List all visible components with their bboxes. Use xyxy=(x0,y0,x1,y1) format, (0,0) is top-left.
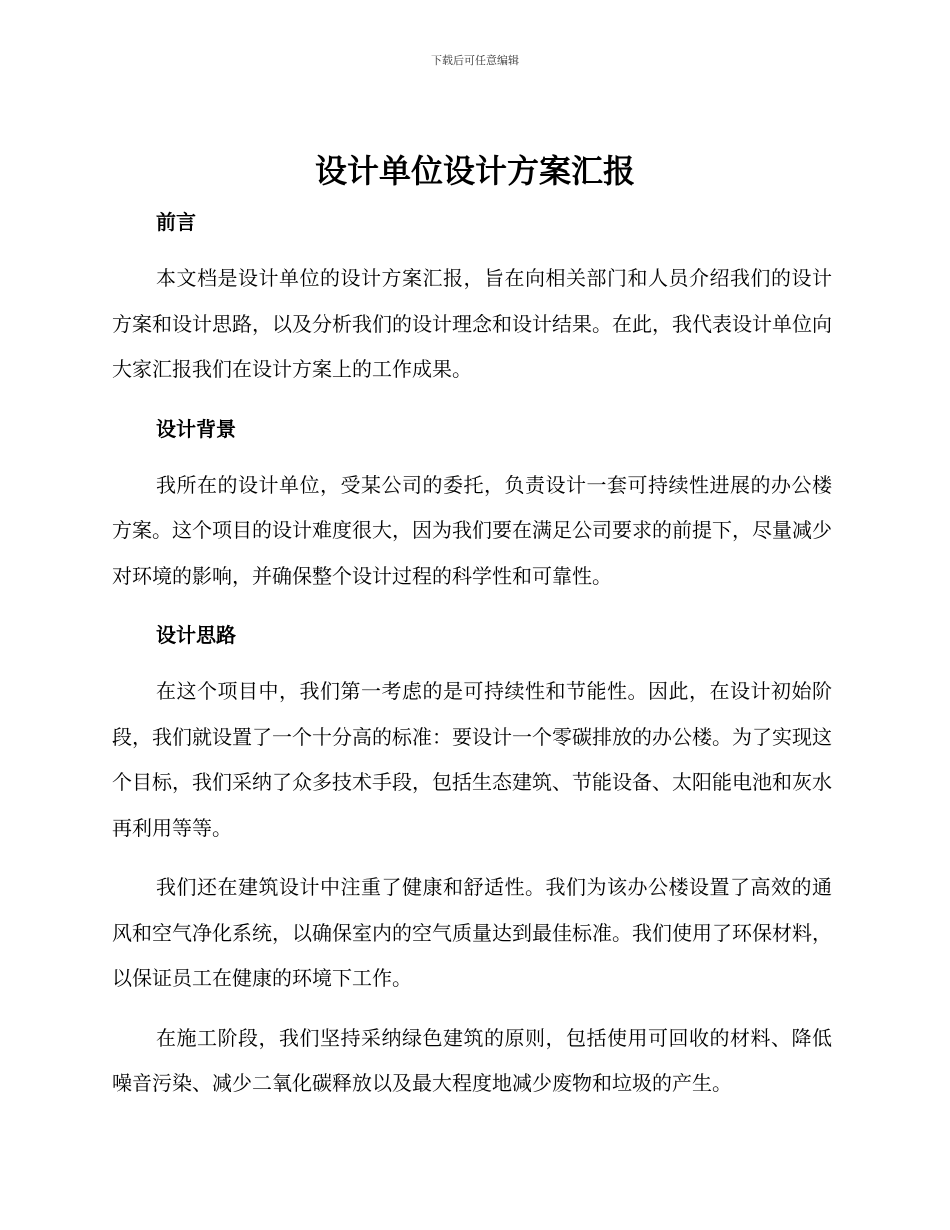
document-title: 设计单位设计方案汇报 xyxy=(314,152,635,190)
paragraph-design-approach-2: 我们还在建筑设计中注重了健康和舒适性。我们为该办公楼设置了高效的通风和空气净化系统，以确保室内的空气质量达到最佳标准。我们使用了环保材料，以保证员工在健康的环境下工作。 xyxy=(112,875,832,990)
paragraph-background: 我所在的设计单位，受某公司的委托，负责设计一套可持续性进展的办公楼方案。这个项目的设计难度很大，因为我们要在满足公司要求的前提下，尽量减少对环境的影响，并确保整个设计过程的科学性和可靠性。 xyxy=(112,472,832,588)
document-body xyxy=(112,200,832,1107)
header-note: 下载后可任意编辑 xyxy=(431,54,519,67)
section-heading-design-approach: 设计思路 xyxy=(156,623,236,647)
paragraph-design-approach-1: 在这个项目中，我们第一考虑的是可持续性和节能性。因此，在设计初始阶段，我们就设置了一个十分高的标准：要设计一个零碳排放的办公楼。为了实现这个目标，我们采纳了众多技术手段，包括生态建筑、节能设备、太阳能电池和灰水再利用等等。 xyxy=(112,679,832,840)
section-heading-preface: 前言 xyxy=(156,210,196,234)
section-heading-background: 设计背景 xyxy=(156,416,236,441)
paragraph-preface: 本文档是设计单位的设计方案汇报，旨在向相关部门和人员介绍我们的设计方案和设计思路，以及分析我们的设计理念和设计结果。在此，我代表设计单位向大家汇报我们在设计方案上的工作成果。 xyxy=(112,266,832,381)
paragraph-design-approach-3: 在施工阶段，我们坚持采纳绿色建筑的原则，包括使用可回收的材料、降低噪音污染、减少二氧化碳释放以及最大程度地减少废物和垃圾的产生。 xyxy=(112,1025,832,1095)
